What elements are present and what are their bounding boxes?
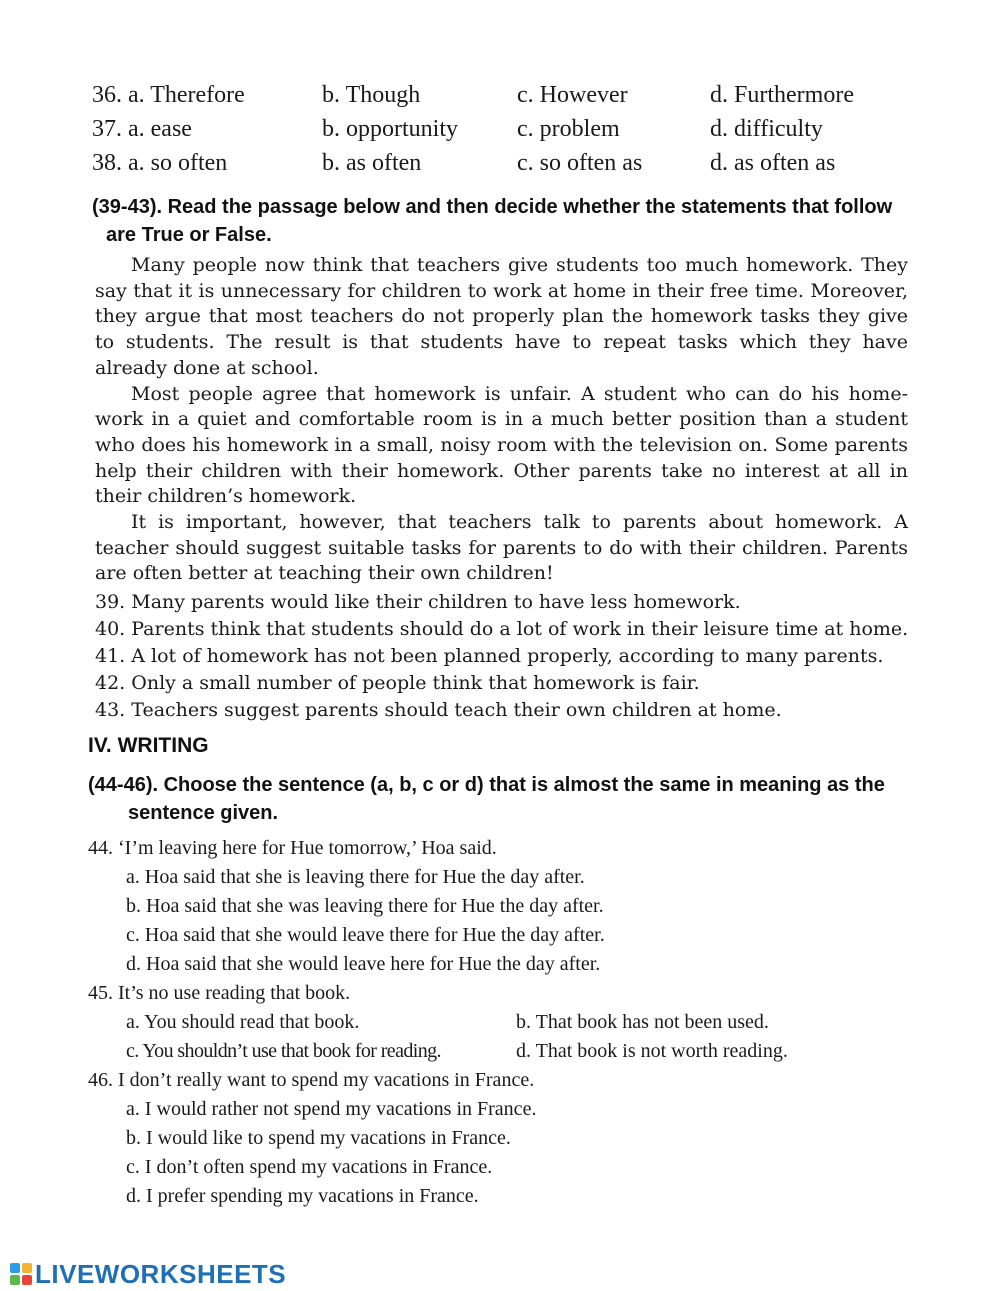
question-45-option-c: c. You shouldn’t use that book for reading. (126, 1040, 441, 1062)
option-37-c: c. problem (517, 116, 620, 142)
option-38-a: 38. a. so often (92, 150, 228, 176)
true-false-statements (95, 589, 925, 724)
question-45-row-ab (88, 1008, 918, 1037)
logo-grid-icon (10, 1263, 32, 1285)
question-44-option-c: c. Hoa said that she would leave there for Hue the day after. (126, 924, 605, 946)
question-44-option-b: b. Hoa said that she was leaving there for Hue the day after. (126, 895, 604, 917)
writing-questions (88, 834, 918, 1211)
question-45-option-d: d. That book is not worth reading. (516, 1040, 788, 1062)
options-row-36 (92, 82, 912, 116)
question-44-option-d: d. Hoa said that she would leave here for Hue the day after. (126, 953, 601, 975)
option-37-b: b. opportunity (322, 116, 458, 142)
reading-instructions-line2: are True or False. (106, 224, 272, 246)
section-title-writing: IV. WRITING (88, 734, 209, 757)
option-36-a: 36. a. Therefore (92, 82, 245, 108)
logo-cell-1 (10, 1263, 20, 1273)
passage-paragraph-2: Most people agree that homework is unfair. A student who can do his home-work in a quiet and comfortable room is in a much better position than a student who does his homework in a small, noisy room with the television on. Some parents help their children with their homework. Other parents take no interest at all in their children’s homework. (95, 382, 908, 508)
logo-cell-3 (10, 1275, 20, 1285)
passage-paragraph-1: Many people now think that teachers give students too much homework. They say that it is unnecessary for children to work at home in their free time. Moreover, they argue that most teachers do not properly plan the homework tasks they give to students. The result is that students have to repeat tasks which they have already done at school. (95, 254, 908, 379)
passage-paragraph-3: It is important, however, that teachers talk to parents about homework. A teacher should suggest suitable tasks for parents to do with their children. Parents are often better at teaching their own children! (95, 511, 908, 585)
question-46: 46. I don’t really want to spend my vacations in France. (88, 1069, 535, 1091)
question-46-option-b: b. I would like to spend my vacations in France. (126, 1127, 511, 1149)
option-36-b: b. Though (322, 82, 421, 108)
option-36-d: d. Furthermore (710, 82, 854, 108)
writing-instructions-line1: (44-46). Choose the sentence (a, b, c or d) that is almost the same in meaning as the (88, 774, 885, 796)
question-45-option-a: a. You should read that book. (126, 1011, 360, 1033)
question-45-row-cd (88, 1037, 918, 1066)
option-37-a: 37. a. ease (92, 116, 192, 142)
statement-41: 41. A lot of homework has not been planned properly, according to many parents. (95, 645, 884, 667)
question-46-option-d: d. I prefer spending my vacations in France. (126, 1185, 479, 1207)
question-45-option-b: b. That book has not been used. (516, 1011, 769, 1033)
question-44: 44. ‘I’m leaving here for Hue tomorrow,’ Hoa said. (88, 837, 497, 859)
statement-39: 39. Many parents would like their children to have less homework. (95, 591, 741, 613)
brand-name: LIVEWORKSHEETS (35, 1258, 287, 1289)
statement-40: 40. Parents think that students should do a lot of work in their leisure time at home. (95, 618, 909, 640)
logo-cell-4 (22, 1275, 32, 1285)
question-44-option-a: a. Hoa said that she is leaving there for Hue the day after. (126, 866, 585, 888)
option-38-c: c. so often as (517, 150, 643, 176)
question-45: 45. It’s no use reading that book. (88, 982, 351, 1004)
option-38-b: b. as often (322, 150, 422, 176)
statement-43: 43. Teachers suggest parents should teach their own children at home. (95, 699, 782, 721)
writing-instructions-line2: sentence given. (128, 802, 279, 824)
reading-passage (95, 253, 908, 587)
question-46-option-a: a. I would rather not spend my vacations in France. (126, 1098, 537, 1120)
statement-42: 42. Only a small number of people think that homework is fair. (95, 672, 700, 694)
writing-instructions (88, 771, 918, 827)
liveworksheets-logo[interactable] (10, 1258, 286, 1290)
option-36-c: c. However (517, 82, 628, 108)
reading-instructions (92, 193, 922, 249)
question-46-option-c: c. I don’t often spend my vacations in France. (126, 1156, 493, 1178)
options-row-37 (92, 116, 912, 150)
option-37-d: d. difficulty (710, 116, 823, 142)
option-38-d: d. as often as (710, 150, 836, 176)
reading-instructions-line1: (39-43). Read the passage below and then decide whether the statements that follow (92, 196, 893, 218)
options-row-38 (92, 150, 912, 184)
logo-cell-2 (22, 1263, 32, 1273)
